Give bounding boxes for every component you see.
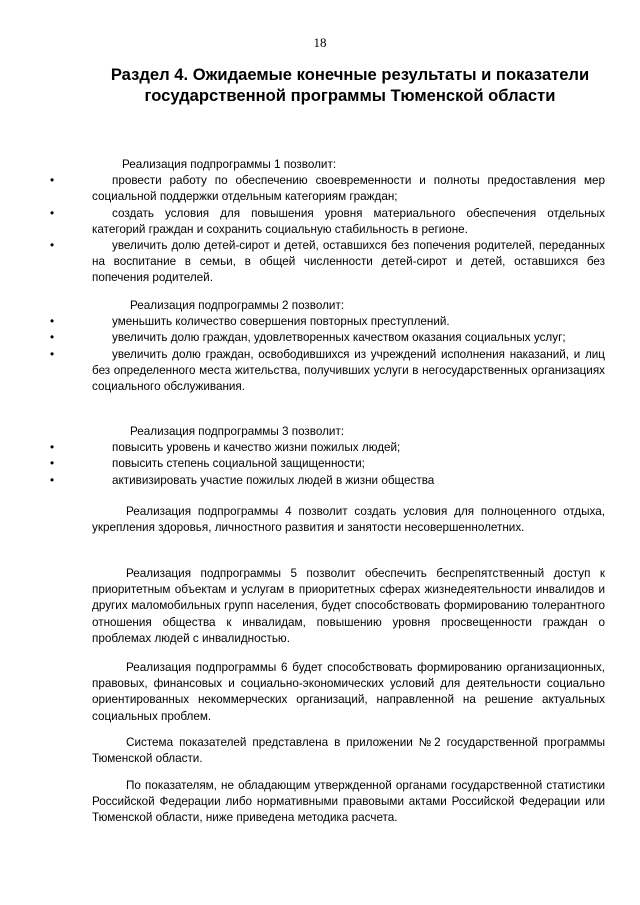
- list-item-text: увеличить долю граждан, удовлетворенных качеством оказания социальных услуг;: [112, 331, 566, 345]
- paragraph-subprogram-6: Реализация подпрограммы 6 будет способствовать формированию организационных, правовых, финансовых и социально-экономических условий для деятельности социально ориентированных некоммерческих организаций, направленной на решение актуальных социальных проблем.: [92, 661, 605, 723]
- list-item: [49, 440, 605, 456]
- list-item: [49, 456, 605, 472]
- subprogram-2-block: [49, 298, 605, 395]
- list-item-text: активизировать участие пожилых людей в жизни общества: [112, 473, 435, 487]
- bullet-icon: •: [49, 441, 55, 455]
- bullet-icon: •: [49, 315, 55, 329]
- section-title: Раздел 4. Ожидаемые конечные результаты и показатели государственной программы Тюменской области: [110, 65, 590, 105]
- list-item-text: уменьшить количество совершения повторных преступлений.: [112, 315, 450, 329]
- list-item-text: повысить уровень и качество жизни пожилых людей;: [112, 441, 401, 455]
- page-number: 18: [313, 35, 327, 50]
- paragraph-indicators: Система показателей представлена в приложении №2 государственной программы Тюменской области.: [92, 736, 605, 766]
- paragraph-methodology: По показателям, не обладающим утвержденной органами государственной статистики Российской Федерации либо нормативными правовыми актами Российской Федерации или Тюменской области, ниже приведена методика расчета.: [92, 779, 605, 825]
- list-item-text: увеличить долю детей-сирот и детей, оставшихся без попечения родителей, переданных на воспитание в семьи, в общей численности детей-сирот и детей, оставшихся без попечения родителей.: [92, 239, 605, 285]
- subprogram-3-block: [49, 424, 605, 489]
- subprogram-1-intro: Реализация подпрограммы 1 позволит:: [122, 158, 337, 171]
- bullet-icon: •: [49, 239, 55, 253]
- list-item: [49, 206, 605, 238]
- subprogram-3-intro: Реализация подпрограммы 3 позволит:: [130, 425, 345, 438]
- list-item-text: увеличить долю граждан, освободившихся из учреждений исполнения наказаний, и лиц без определенного места жительства, получивших услуги в негосударственных организациях социального обслуживания.: [92, 347, 605, 394]
- bullet-icon: •: [49, 347, 55, 361]
- list-item-text: провести работу по обеспечению своевременности и полноты предоставления мер социальной поддержки отдельным категориям граждан;: [92, 174, 605, 204]
- list-item-text: создать условия для повышения уровня материального обеспечения отдельных категорий граждан и сохранить социальную стабильность в регионе.: [92, 206, 605, 236]
- subprogram-2-intro: Реализация подпрограммы 2 позволит:: [130, 299, 345, 312]
- paragraph-subprogram-4: Реализация подпрограммы 4 позволит создать условия для полноценного отдыха, укрепления здоровья, личностного развития и занятости несовершеннолетних.: [92, 505, 605, 535]
- subprogram-1-block: [49, 157, 605, 287]
- paragraph-subprogram-5: Реализация подпрограммы 5 позволит обеспечить беспрепятственный доступ к приоритетным объектам и услугам в приоритетных сферах жизнедеятельности инвалидов и других маломобильных групп населения, будет способствовать формированию толерантного отношения общества к инвалидам, повышению уровня просвещенности граждан о проблемах людей с инвалидностью.: [92, 567, 605, 645]
- bullet-icon: •: [49, 206, 55, 220]
- bullet-icon: •: [49, 473, 55, 487]
- list-item: [49, 238, 605, 287]
- bullet-icon: •: [49, 457, 55, 471]
- list-item: [49, 314, 605, 330]
- list-item: [49, 347, 605, 396]
- list-item-text: повысить степень социальной защищенности;: [112, 457, 365, 471]
- list-item: [49, 330, 605, 346]
- bullet-icon: •: [49, 331, 55, 345]
- bullet-icon: •: [49, 174, 55, 188]
- list-item: [49, 473, 605, 489]
- list-item: [49, 173, 605, 205]
